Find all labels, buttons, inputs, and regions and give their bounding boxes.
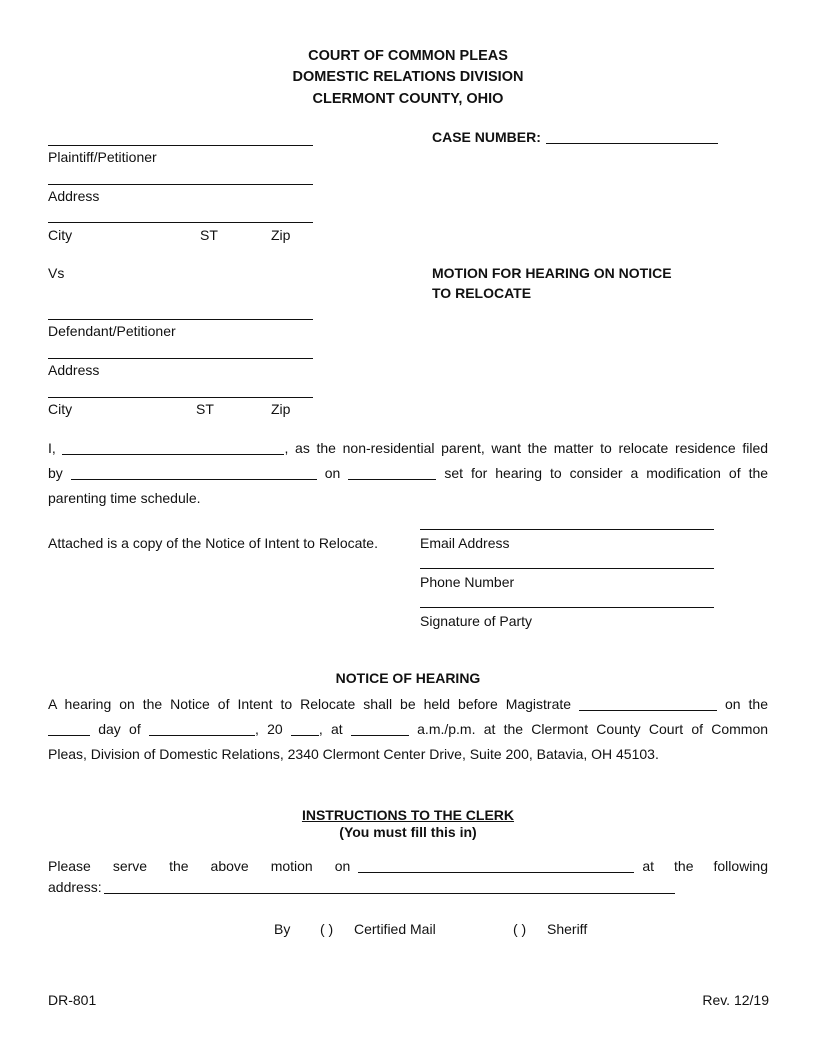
defendant-label: Defendant/Petitioner <box>48 323 176 339</box>
plaintiff-city-field[interactable] <box>48 222 313 223</box>
instructions-title: INSTRUCTIONS TO THE CLERK <box>301 807 515 823</box>
versus-label: Vs <box>48 265 65 281</box>
filed-date-field[interactable] <box>348 465 436 480</box>
signature-field[interactable] <box>420 607 714 608</box>
serve-address-field[interactable] <box>104 893 675 894</box>
sheriff-checkbox[interactable]: ( ) <box>513 921 527 937</box>
instructions-text-following: at the following <box>642 858 768 874</box>
notice-text-ampm: a.m./p.m. at the Clermont County Court of Common <box>417 721 769 737</box>
notice-text-on-the: on the <box>725 696 768 712</box>
notice-text-address: Pleas, Division of Domestic Relations, 2340 Clermont Center Drive, Suite 200, Batavia, OH 45103. <box>48 746 659 762</box>
email-label: Email Address <box>420 535 510 551</box>
motion-line-2 <box>48 461 768 486</box>
certified-mail-checkbox[interactable]: ( ) <box>320 921 334 937</box>
defendant-address-field[interactable] <box>48 358 313 359</box>
phone-label: Phone Number <box>420 574 515 590</box>
notice-text-day-of: day of <box>98 721 141 737</box>
motion-line-1 <box>48 436 768 461</box>
signature-label: Signature of Party <box>420 613 533 629</box>
certified-mail-label: Certified Mail <box>354 921 436 937</box>
court-name: COURT OF COMMON PLEAS <box>308 48 508 64</box>
plaintiff-st-label: ST <box>200 227 218 243</box>
defendant-zip-label: Zip <box>271 401 291 417</box>
form-id: DR-801 <box>48 992 97 1008</box>
magistrate-field[interactable] <box>579 696 717 711</box>
attached-notice-text: Attached is a copy of the Notice of Intent to Relocate. <box>48 535 378 551</box>
motion-title-line2: TO RELOCATE <box>432 285 532 301</box>
instructions-text-serve: Please serve the above motion on <box>48 858 351 874</box>
plaintiff-city-label: City <box>48 227 73 243</box>
case-number-label: CASE NUMBER: <box>432 129 541 145</box>
plaintiff-name-field[interactable] <box>48 145 313 146</box>
division-name: DOMESTIC RELATIONS DIVISION <box>292 69 524 85</box>
service-by-label: By <box>274 921 291 937</box>
case-number-field[interactable] <box>546 143 718 144</box>
sheriff-label: Sheriff <box>547 921 588 937</box>
party-name-field[interactable] <box>62 440 284 455</box>
notice-text-20: , 20 <box>254 721 283 737</box>
defendant-address-label: Address <box>48 362 100 378</box>
defendant-st-label: ST <box>196 401 214 417</box>
motion-text-parenting: parenting time schedule. <box>48 490 201 506</box>
serve-party-field[interactable] <box>358 858 634 873</box>
instructions-title-wrap <box>0 807 816 823</box>
motion-text-nonresidential: , as the non-residential parent, want the matter to relocate residence filed <box>284 440 769 456</box>
plaintiff-label: Plaintiff/Petitioner <box>48 149 157 165</box>
hearing-time-field[interactable] <box>351 721 409 736</box>
filed-by-field[interactable] <box>71 465 317 480</box>
instructions-subtitle: (You must fill this in) <box>339 824 477 840</box>
notice-line-2 <box>48 717 768 742</box>
revision-date: Rev. 12/19 <box>702 992 769 1008</box>
motion-title-line1: MOTION FOR HEARING ON NOTICE <box>432 265 672 281</box>
instructions-address-label: address: <box>48 879 102 895</box>
motion-text-hearing: set for hearing to consider a modification of the <box>444 465 769 481</box>
notice-line-1 <box>48 692 768 717</box>
email-field[interactable] <box>420 529 714 530</box>
phone-field[interactable] <box>420 568 714 569</box>
defendant-name-field[interactable] <box>48 319 313 320</box>
hearing-year-field[interactable] <box>291 721 319 736</box>
hearing-day-field[interactable] <box>48 721 90 736</box>
defendant-city-field[interactable] <box>48 397 313 398</box>
notice-text-magistrate: A hearing on the Notice of Intent to Relocate shall be held before Magistrate <box>48 696 572 712</box>
defendant-city-label: City <box>48 401 73 417</box>
hearing-month-field[interactable] <box>149 721 255 736</box>
notice-of-hearing-title: NOTICE OF HEARING <box>335 670 481 686</box>
motion-text-by: by <box>48 465 63 481</box>
plaintiff-address-label: Address <box>48 188 100 204</box>
instructions-line-1 <box>48 854 768 879</box>
plaintiff-address-field[interactable] <box>48 184 313 185</box>
county-name: CLERMONT COUNTY, OHIO <box>312 91 504 107</box>
notice-text-at: , at <box>318 721 343 737</box>
motion-text-i: I, <box>48 440 56 456</box>
plaintiff-zip-label: Zip <box>271 227 291 243</box>
motion-text-on: on <box>324 465 341 481</box>
